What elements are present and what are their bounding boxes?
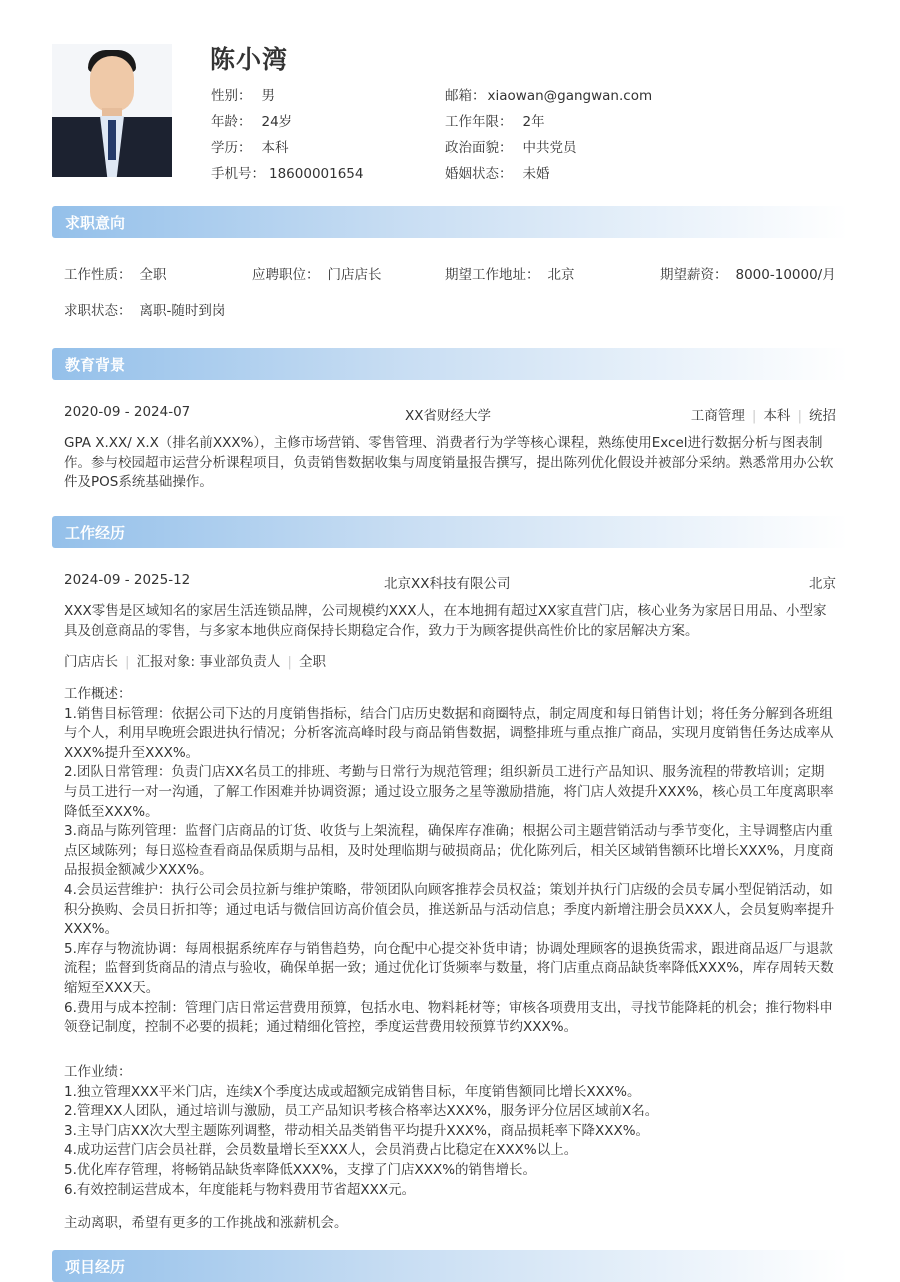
overview-item: 1.销售目标管理：依据公司下达的月度销售指标，结合门店历史数据和商圈特点，制定周度和每日销售计划；将任务分解到各班组与个人，利用早晚班会跟进执行情况；分析客流高峰时段与商品销售数据，调整排班与重点推广商品，实现月度销售任务达成率从XXX%提升至XXX%。: [64, 705, 834, 761]
work-company: 北京XX科技有限公司: [384, 576, 511, 592]
education-row: 学历： 本科: [211, 140, 289, 156]
leave-reason: 主动离职，希望有更多的工作挑战和涨薪机会。: [64, 1215, 348, 1231]
work-role-tags: 门店店长 | 汇报对象: 事业部负责人 | 全职: [64, 654, 326, 670]
phone-row: 手机号： 18600001654: [211, 166, 364, 182]
intent-status: 求职状态： 离职-随时到岗: [64, 303, 226, 319]
email-row: 邮箱： xiaowan@gangwan.com: [445, 88, 653, 104]
achievement-item: 4.成功运营门店会员社群，会员数量增长至XXX人，会员消费占比稳定在XXX%以上。: [64, 1142, 578, 1159]
marital-row: 婚姻状态： 未婚: [445, 166, 550, 182]
work-achievements: [64, 1063, 837, 1200]
gender-row: 性别： 男: [211, 88, 275, 104]
achievement-item: 1.独立管理XXX平米门店，连续X个季度达成或超额完成销售目标，年度销售额同比增长XXX%。: [64, 1083, 641, 1100]
education-description: GPA X.XX/ X.X（排名前XXX%），主修市场营销、零售管理、消费者行为学等核心课程，熟练使用Excel进行数据分析与图表制作。参与校园超市运营分析课程项目，负责销售数据收集与周度销量报告撰写，提出陈列优化假设并被部分采纳。熟悉常用办公软件及POS系统基础操作。: [64, 435, 834, 491]
achievement-item: 2.管理XX人团队，通过培训与激励，员工产品知识考核合格率达XXX%，服务评分位居区域前X名。: [64, 1103, 659, 1120]
work-period: 2024-09 - 2025-12: [64, 572, 191, 588]
achievement-item: 3.主导门店XX次大型主题陈列调整，带动相关品类销售平均提升XXX%，商品损耗率下降XXX%。: [64, 1122, 650, 1139]
achievement-item: 5.优化库存管理，将畅销品缺货率降低XXX%，支撑了门店XXX%的销售增长。: [64, 1161, 537, 1178]
intent-salary: 期望薪资： 8000-10000/月: [660, 267, 836, 283]
work-overview: [64, 685, 837, 1038]
overview-title: 工作概述：: [64, 686, 132, 702]
overview-item: 2.团队日常管理：负责门店XX名员工的排班、考勤与日常行为规范管理；组织新员工进行产品知识、服务流程的带教培训；定期与员工进行一对一沟通，了解工作困难并协调资源；通过设立服务之星等激励措施，将门店人效提升XXX%，核心员工年度离职率降低至XXX%。: [64, 764, 834, 820]
political-row: 政治面貌： 中共党员: [445, 140, 577, 156]
intent-type: 工作性质： 全职: [64, 267, 167, 283]
overview-item: 6.费用与成本控制：管理门店日常运营费用预算，包括水电、物料耗材等；审核各项费用支出，寻找节能降耗的机会；推行物料申领登记制度，控制不必要的损耗；通过精细化管控，季度运营费用较预算节约XXX%。: [64, 999, 833, 1036]
education-tags: 工商管理 | 本科 | 统招: [690, 408, 836, 424]
overview-item: 3.商品与陈列管理：监督门店商品的订货、收货与上架流程，确保库存准确；根据公司主题营销活动与季节变化，主导调整店内重点区域陈列；每日巡检查看商品保质期与品相，及时处理临期与破损商品；优化陈列后，相关区域销售额环比增长XXX%，月度商品报损金额减少XXX%。: [64, 823, 834, 879]
overview-item: 4.会员运营维护：执行公司会员拉新与维护策略，带领团队向顾客推荐会员权益；策划并执行门店级的会员专属小型促销活动，如积分换购、会员日折扣等；通过电话与微信回访高价值会员，推送新品与活动信息；季度内新增注册会员XXX人，会员复购率提升XXX%。: [64, 881, 835, 938]
years-row: 工作年限： 2年: [445, 114, 545, 130]
company-intro: XXX零售是区域知名的家居生活连锁品牌，公司规模约XXX人，在本地拥有超过XX家直营门店，核心业务为家居日用品、小型家具及创意商品的零售，与多家本地供应商保持长期稳定合作，致力于为顾客提供高性价比的家居解决方案。: [64, 603, 827, 639]
overview-item: 5.库存与物流协调：每周根据系统库存与销售趋势，向仓配中心提交补货申请；协调处理顾客的退换货需求，跟进商品返厂与退款流程；监督到货商品的清点与验收，确保单据一致；通过优化订货频率与数量，将门店重点商品缺货率降低XXX%，库存周转天数缩短至XXX天。: [64, 940, 834, 996]
section-header-work: 工作经历: [52, 516, 848, 548]
age-row: 年龄： 24岁: [211, 114, 293, 130]
education-period: 2020-09 - 2024-07: [64, 404, 191, 420]
section-header-education: 教育背景: [52, 348, 848, 380]
intent-location: 期望工作地址： 北京: [445, 267, 575, 283]
achievement-item: 6.有效控制运营成本，年度能耗与物料费用节省超XXX元。: [64, 1181, 416, 1198]
intent-position: 应聘职位： 门店店长: [252, 267, 382, 283]
work-city: 北京: [809, 576, 836, 592]
section-header-intent: 求职意向: [52, 206, 848, 238]
profile-photo: [52, 44, 172, 177]
achievements-title: 工作业绩：: [64, 1064, 132, 1080]
candidate-name: 陈小湾: [210, 45, 289, 74]
section-header-project: 项目经历: [52, 1250, 848, 1282]
education-school: XX省财经大学: [405, 408, 491, 424]
